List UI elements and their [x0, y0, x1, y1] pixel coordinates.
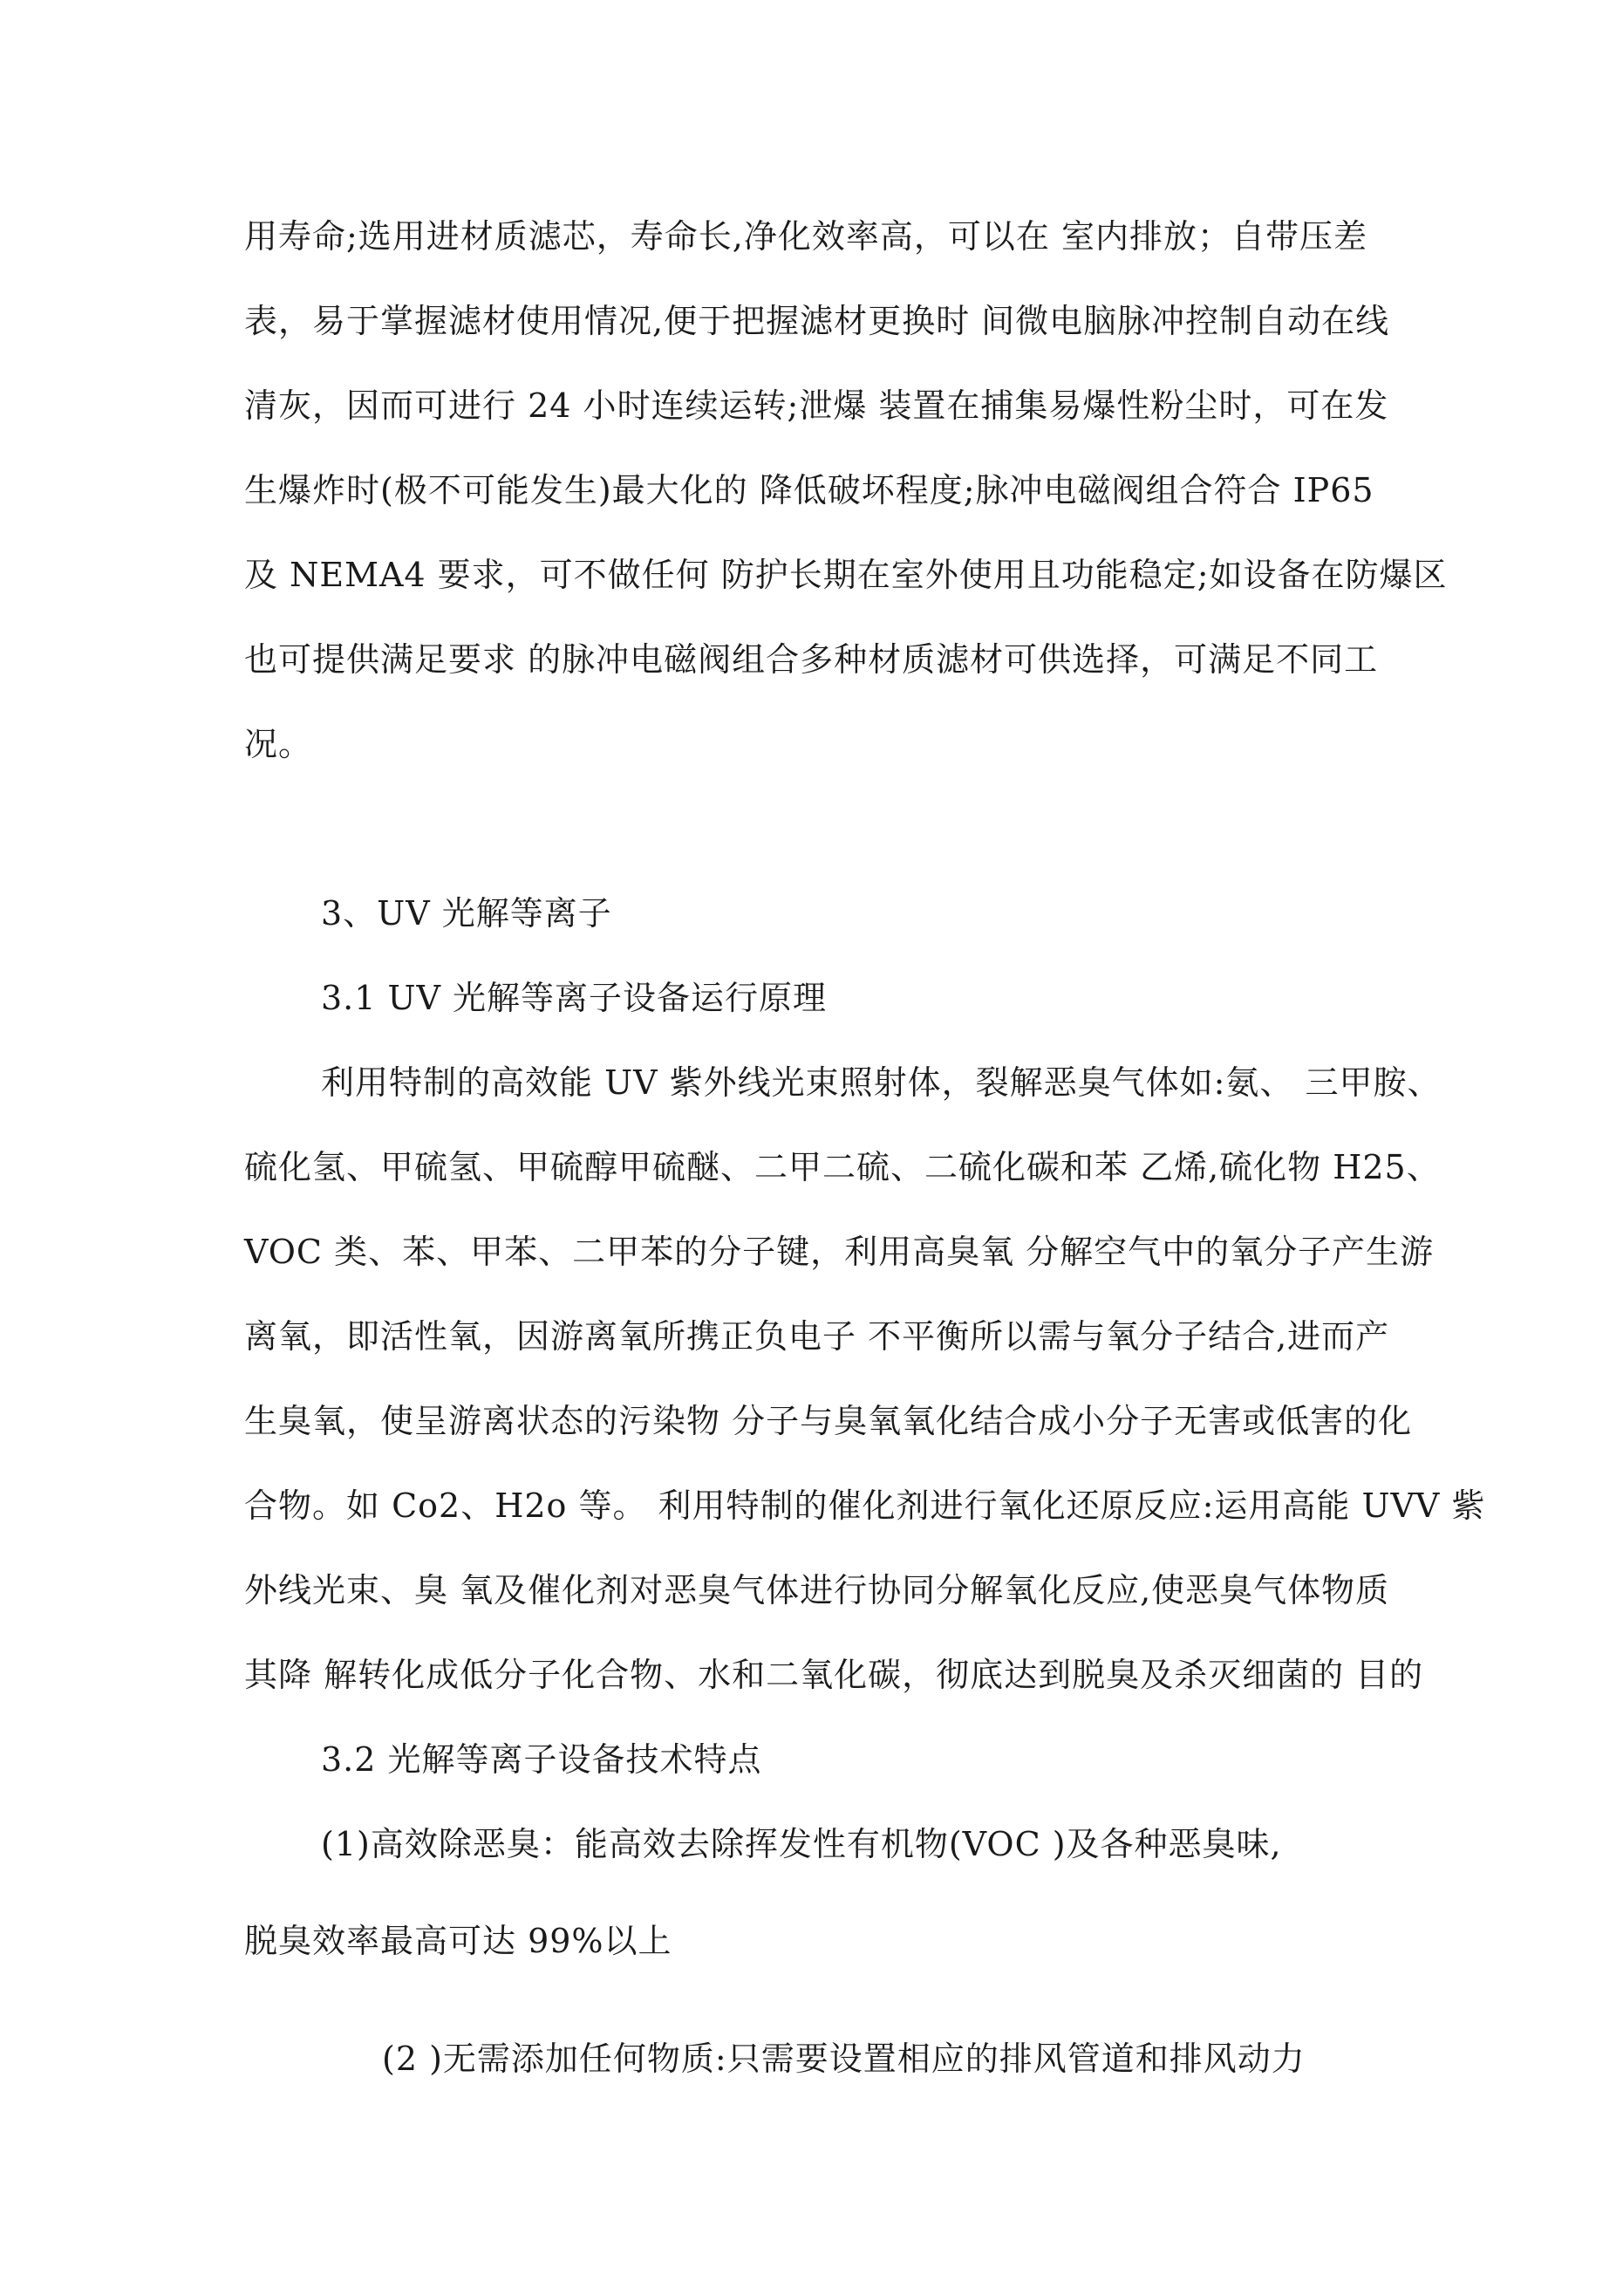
paragraph-2-line: 其降 解转化成低分子化合物、水和二氧化碳，彻底达到脱臭及杀灭细菌的 目的: [244, 1656, 1424, 1694]
paragraph-1-line: 表，易于掌握滤材使用情况,便于把握滤材更换时 间微电脑脉冲控制自动在线: [244, 302, 1390, 340]
section-3-heading: 3、UV 光解等离子: [321, 894, 612, 933]
paragraph-1-line: 清灰，因而可进行 24 小时连续运转;泄爆 装置在捕集易爆性粉尘时，可在发: [244, 386, 1389, 425]
paragraph-2-line: VOC 类、苯、甲苯、二甲苯的分子键，利用高臭氧 分解空气中的氧分子产生游: [244, 1233, 1435, 1271]
paragraph-2-line: 离氧，即活性氧，因游离氧所携正负电子 不平衡所以需与氧分子结合,进而产: [244, 1317, 1390, 1356]
paragraph-1-line: 用寿命;选用进材质滤芯，寿命长,净化效率高，可以在 室内排放；自带压差: [244, 217, 1367, 256]
paragraph-2-line: 合物。如 Co2、H2o 等。 利用特制的催化剂进行氧化还原反应:运用高能 UVV 紫: [244, 1486, 1486, 1525]
paragraph-1-line: 及 NEMA4 要求，可不做任何 防护长期在室外使用且功能稳定;如设备在防爆区: [244, 556, 1448, 594]
paragraph-2-line: 硫化氢、甲硫氢、甲硫醇甲硫醚、二甲二硫、二硫化碳和苯 乙烯,硫化物 H25、: [244, 1148, 1441, 1186]
paragraph-2-line: 生臭氧，使呈游离状态的污染物 分子与臭氧氧化结合成小分子无害或低害的化: [244, 1402, 1413, 1440]
paragraph-2-line: 利用特制的高效能 UV 紫外线光束照射体，裂解恶臭气体如:氨、 三甲胺、: [321, 1063, 1442, 1102]
paragraph-1-line: 况。: [244, 725, 313, 763]
section-3-2-heading: 3.2 光解等离子设备技术特点: [321, 1740, 762, 1779]
paragraph-1-line: 生爆炸时(极不可能发生)最大化的 降低破坏程度;脉冲电磁阀组合符合 IP65: [244, 471, 1374, 509]
paragraph-2-line: 外线光束、臭 氧及催化剂对恶臭气体进行协同分解氧化反应,使恶臭气体物质: [244, 1571, 1390, 1609]
section-3-1-heading: 3.1 UV 光解等离子设备运行原理: [321, 979, 828, 1017]
feature-item-1-continued: 脱臭效率最高可达 99%以上: [244, 1922, 672, 1960]
feature-item-2: (2 )无需添加任何物质:只需要设置相应的排风管道和排风动力: [382, 2040, 1306, 2078]
paragraph-1-line: 也可提供满足要求 的脉冲电磁阀组合多种材质滤材可供选择，可满足不同工: [244, 640, 1379, 679]
feature-item-1: (1)高效除恶臭：能高效去除挥发性有机物(VOC )及各种恶臭味,: [321, 1825, 1282, 1863]
